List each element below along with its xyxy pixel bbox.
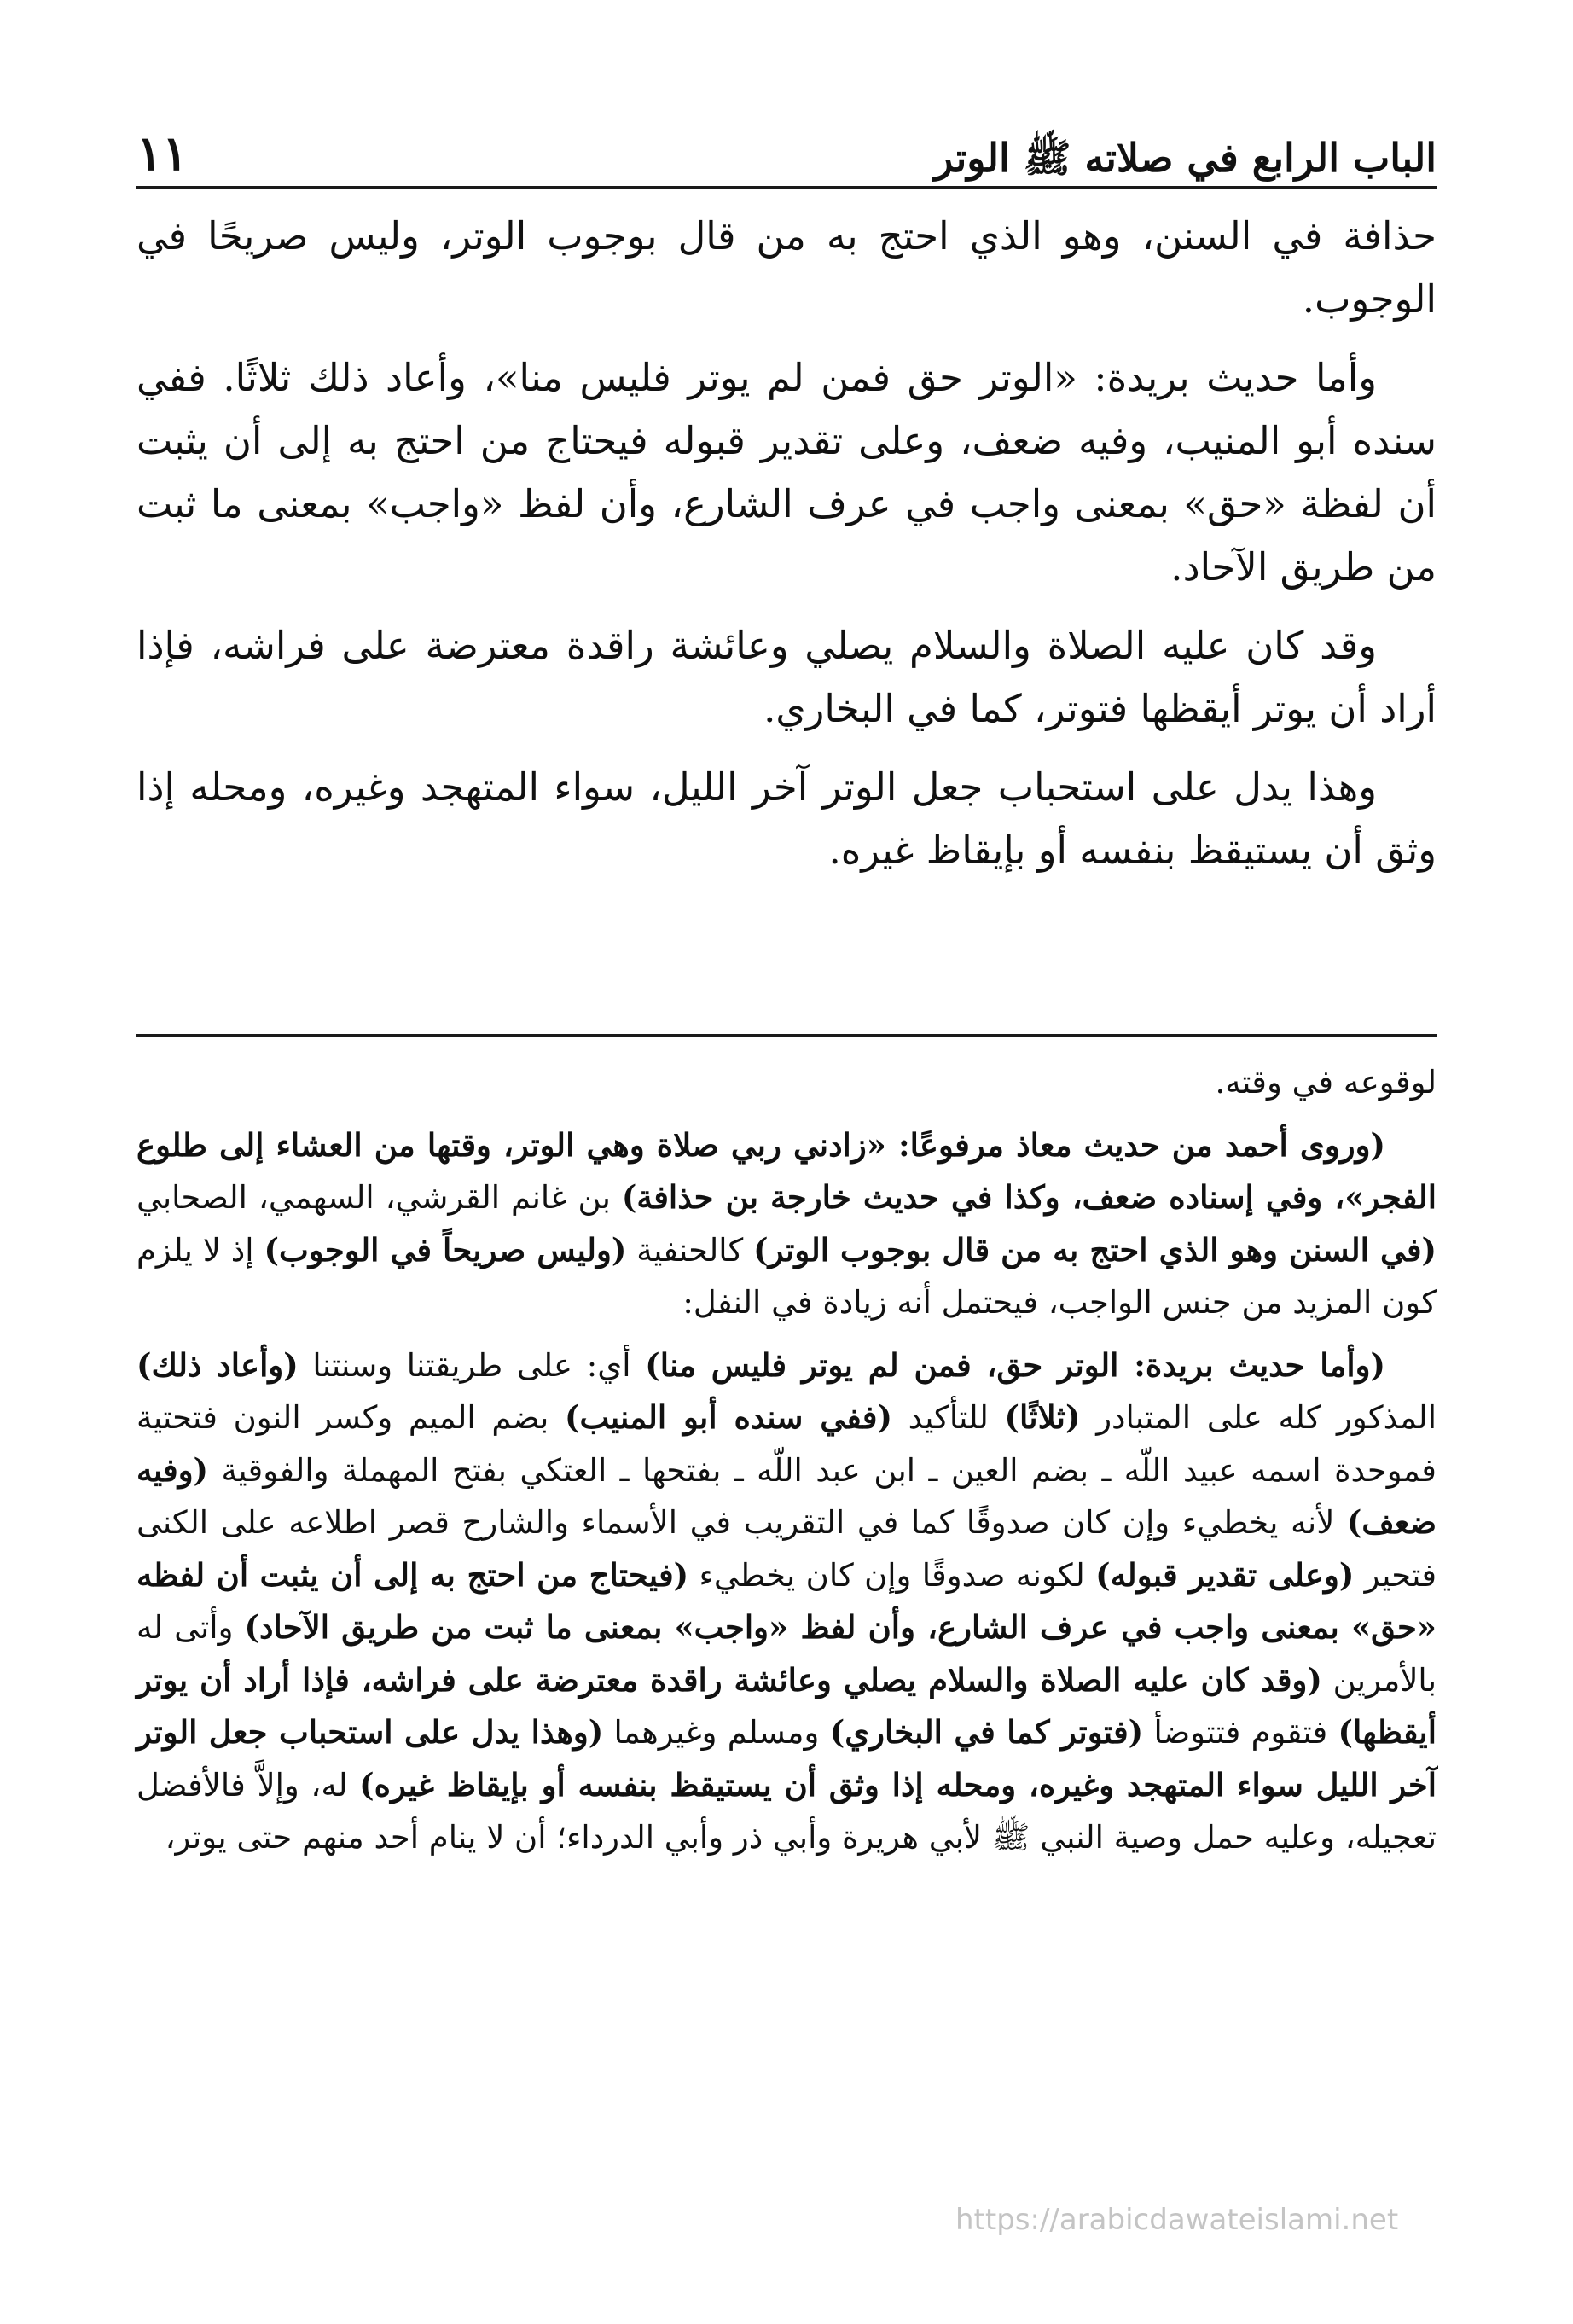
- quoted-text: (في السنن وهو الذي احتج به من قال بوجوب الوتر): [753, 1230, 1437, 1269]
- note-text: إذ لا يلزم كون المزيد من جنس الواجب، فيحتمل أنه زيادة في النفل:: [136, 1231, 1437, 1321]
- quoted-text: (ثلاثًا): [1004, 1398, 1081, 1436]
- quoted-text: (وروى أحمد من حديث معاذ مرفوعًا: «زادني ربي صلاة وهي الوتر، وقتها من العشاء إلى طلوع الفجر»، وفي إسناده ضعف، وكذا في حديث خارجة بن حذافة): [136, 1125, 1437, 1216]
- commentary: [136, 1056, 1437, 1874]
- commentary-paragraph: [136, 1056, 1437, 1109]
- main-paragraph: وأما حديث بريدة: «الوتر حق فمن لم يوتر فليس منا»، وأعاد ذلك ثلاثًا. ففي سنده أبو المنيب، وفيه ضعف، وعلى تقدير قبوله فيحتاج من احتج به إلى أن يثبت أن لفظة «حق» بمعنى واجب في عرف الشارع، وأن لفظ «واجب» بمعنى ما ثبت من طريق الآحاد.: [136, 355, 1437, 590]
- quoted-text: (فتوتر كما في البخاري): [829, 1713, 1144, 1751]
- quoted-text: (وأعاد ذلك): [136, 1345, 299, 1384]
- main-text: [136, 205, 1437, 898]
- note-text: لأنه يخطيء وإن كان صدوقًا كما في التقريب في الأسماء والشارح قصر اطلاعه على الكنى فتحير: [136, 1504, 1437, 1594]
- main-paragraph: حذافة في السنن، وهو الذي احتج به من قال بوجوب الوتر، وليس صريحًا في الوجوب.: [136, 213, 1437, 322]
- note-text: وأتى له بالأمرين: [136, 1609, 1437, 1699]
- note-text: ومسلم وغيرهما: [603, 1714, 830, 1751]
- page-number: ١١: [136, 125, 189, 182]
- note-text: لكونه صدوقًا وإن كان يخطيء: [688, 1556, 1096, 1594]
- main-paragraph: وهذا يدل على استحباب جعل الوتر آخر الليل، سواء المتهجد وغيره، ومحله إذا وثق أن يستيقظ بنفسه أو بإيقاظ غيره.: [136, 764, 1437, 873]
- quoted-text: (وقد كان عليه الصلاة والسلام يصلي وعائشة راقدة معترضة على فراشه، فإذا أراد أن يوتر أيقظها): [136, 1660, 1437, 1751]
- quoted-text: (وعلى تقدير قبوله): [1095, 1555, 1355, 1594]
- quoted-text: (وأما حديث بريدة: الوتر حق، فمن لم يوتر فليس منا): [645, 1345, 1385, 1384]
- note-text: للتأكيد: [891, 1399, 1005, 1436]
- note-text: له، وإلاَّ فالأفضل تعجيله، وعليه حمل وصية النبي ﷺ لأبي هريرة وأبي ذر وأبي الدرداء؛ أن لا ينام أحد منهم حتى يوتر،: [136, 1766, 1437, 1856]
- commentary-paragraph: [136, 1119, 1437, 1329]
- header-rule: [136, 186, 1437, 189]
- note-text: المذكور كله على المتبادر: [1080, 1399, 1437, 1436]
- note-text: كالحنفية: [626, 1231, 754, 1269]
- note-text: أي: على طريقتنا وسنتنا: [298, 1346, 646, 1384]
- note-text: بضم الميم وكسر النون فتحتية فموحدة اسمه عبيد اللّه ـ بضم العين ـ ابن عبد اللّه ـ بفتحها ـ العتكي بفتح المهملة والفوقية: [136, 1399, 1437, 1489]
- quoted-text: (وليس صريحاً في الوجوب): [264, 1230, 627, 1269]
- quoted-text: (وفيه ضعف): [136, 1450, 1437, 1541]
- note-text: لوقوعه في وقته.: [1215, 1064, 1437, 1101]
- quoted-text: (فيحتاج من احتج به إلى أن يثبت أن لفظه «حق» بمعنى واجب في عرف الشارع، وأن لفظ «واجب» بمعنى ما ثبت من طريق الآحاد): [136, 1555, 1437, 1646]
- commentary-paragraph: [136, 1339, 1437, 1864]
- quoted-text: (وهذا يدل على استحباب جعل الوتر آخر الليل سواء المتهجد وغيره، ومحله إذا وثق أن يستيقظ بنفسه أو بإيقاظ غيره): [136, 1713, 1437, 1804]
- main-paragraph: وقد كان عليه الصلاة والسلام يصلي وعائشة راقدة معترضة على فراشه، فإذا أراد أن يوتر أيقظها فتوتر، كما في البخاري.: [136, 623, 1437, 731]
- note-text: فتقوم فتتوضأ: [1143, 1714, 1338, 1751]
- running-title: الباب الرابع في صلاته ﷺ الوتر: [934, 135, 1437, 181]
- watermark-url: https://arabicdawateislami.net: [955, 2203, 1399, 2237]
- note-text: بن غانم القرشي، السهمي، الصحابي: [136, 1179, 622, 1216]
- quoted-text: (ففي سنده أبو المنيب): [565, 1398, 892, 1436]
- footnote-separator: [136, 1034, 1437, 1037]
- page-header: [136, 109, 1437, 182]
